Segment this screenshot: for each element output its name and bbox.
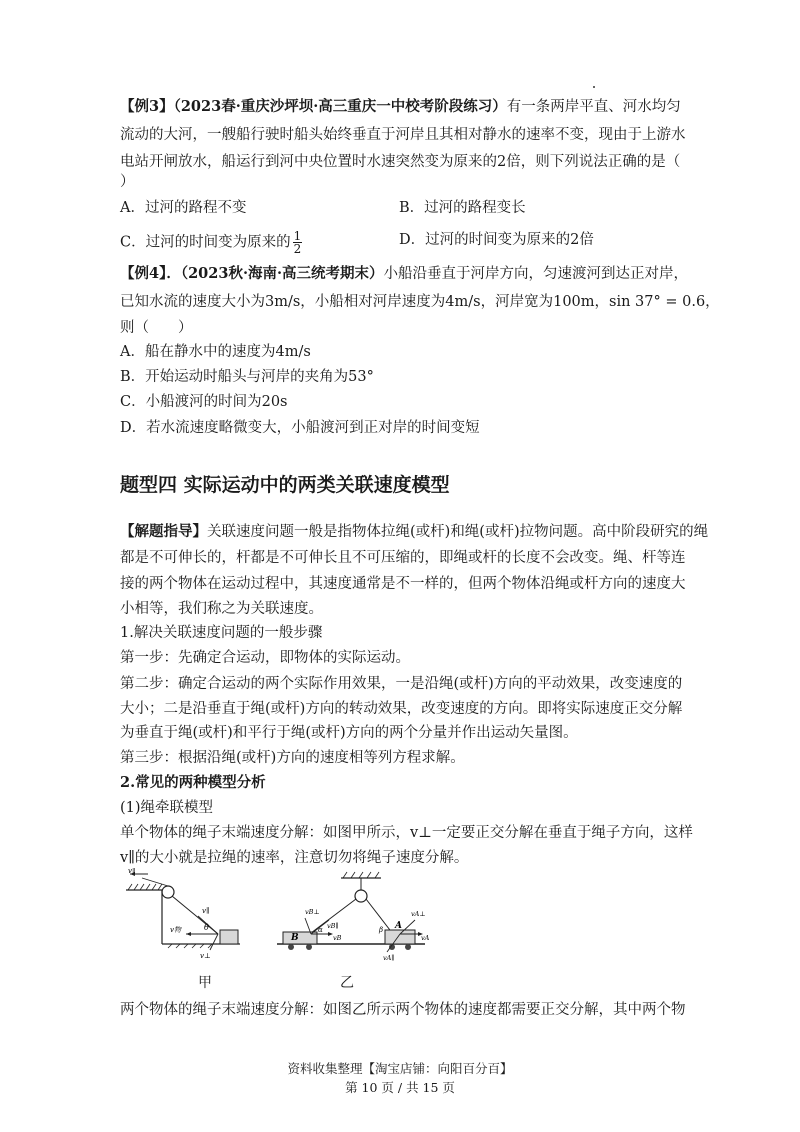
yi-alpha-label: α	[318, 926, 323, 934]
jia-v-perp-label: v⊥	[200, 952, 211, 960]
example3-option-c	[120, 230, 302, 255]
example4-text: 小船沿垂直于河岸方向，匀速渡河到达正对岸，	[383, 266, 689, 282]
figure-yi-caption: 乙	[340, 975, 354, 991]
example3-option-a: A．过河的路程不变	[120, 200, 247, 216]
single-line2: v∥的大小就是拉绳的速率，注意切勿将绳子速度分解。	[120, 850, 469, 866]
jia-v-parallel-label: v∥	[202, 907, 210, 915]
guide-line2: 都是不可伸长的，杆都是不可伸长且不可压缩的，即绳或杆的长度不会改变。绳、杆等连	[120, 550, 686, 566]
example4-option-d: D．若水流速度略微变大，小船渡河到正对岸的时间变短	[120, 420, 480, 436]
guide-tag: 【解题指导】	[120, 523, 207, 540]
yi-beta-label: β	[379, 926, 384, 934]
fraction	[293, 230, 303, 255]
step1: 第一步：先确定合运动，即物体的实际运动。	[120, 650, 410, 666]
guide-line1	[120, 522, 708, 542]
double-line1: 两个物体的绳子末端速度分解：如图乙所示两个物体的速度都需要正交分解，其中两个物	[120, 1002, 686, 1018]
guide-line3: 接的两个物体在运动过程中，其速度通常是不一样的，但两个物体沿绳或杆方向的速度大	[120, 576, 686, 592]
step2-line3: 为垂直于绳(或杆)和平行于绳(或杆)方向的两个分量并作出运动矢量图。	[120, 725, 578, 741]
yi-b-label: B	[291, 933, 299, 943]
example4-option-a: A．船在静水中的速度为4m/s	[120, 344, 311, 360]
fraction-numerator: 1	[293, 229, 302, 243]
yi-va-par-label: vA∥	[383, 954, 395, 962]
steps-title: 1.解决关联速度问题的一般步骤	[120, 625, 323, 641]
example3-line3: 电站开闸放水，船运行到河中央位置时水速突然变为原来的2倍，则下列说法正确的是（	[120, 154, 681, 170]
jia-theta-label: θ	[204, 923, 209, 932]
jia-v-object-label: v物	[170, 926, 181, 934]
example3-line4: ）	[120, 174, 135, 190]
step2-line1: 第二步：确定合运动的两个实际作用效果，一是沿绳(或杆)方向的平动效果，改变速度的	[120, 676, 683, 692]
footer-page-number: 第 10 页 / 共 15 页	[345, 1080, 455, 1095]
guide-text: 关联速度问题一般是指物体拉绳(或杆)和绳(或杆)拉物问题。高中阶段研究的绳	[207, 524, 709, 540]
section-title: 题型四 实际运动中的两类关联速度模型	[120, 474, 450, 496]
yi-vb-label: vB	[333, 934, 342, 942]
yi-va-label: vA	[421, 934, 430, 942]
example3-option-b: B．过河的路程变长	[399, 200, 526, 216]
example4-line2: 已知水流的速度大小为3m/s，小船相对河岸速度为4m/s，河岸宽为100m，sin 37° = 0.6，	[120, 294, 720, 310]
example3-line1	[120, 97, 681, 117]
example4-source: ．（2023秋·海南·高三统考期末）	[166, 265, 384, 282]
fraction-denominator: 2	[293, 242, 302, 256]
example4-line1	[120, 264, 688, 284]
footer-source: 资料收集整理【淘宝店铺：向阳百分百】	[287, 1061, 513, 1076]
example4-line3: 则（ ）	[120, 320, 193, 336]
guide-line4: 小相等，我们称之为关联速度。	[120, 601, 323, 617]
example3-source: （2023春·重庆沙坪坝·高三重庆一中校考阶段练习）	[173, 98, 507, 115]
step2-line2: 大小；二是沿垂直于绳(或杆)方向的转动效果，改变速度的方向。即将实际速度正交分解	[120, 701, 683, 717]
example3-tag: 【例3】	[120, 98, 174, 115]
example4-tag: 【例4】	[120, 265, 167, 282]
jia-v-top-label: v∥	[128, 868, 136, 875]
example4-option-b: B．开始运动时船头与河岸的夹角为53°	[120, 369, 374, 385]
yi-va-perp-label: vA⊥	[411, 910, 426, 918]
yi-vb-par-label: vB∥	[327, 922, 339, 930]
figure-jia-caption: 甲	[198, 975, 212, 991]
models-title: 2.常见的两种模型分析	[120, 774, 266, 791]
figure-yi	[275, 868, 435, 963]
model1-title: (1)绳牵联模型	[120, 800, 214, 816]
single-line1: 单个物体的绳子末端速度分解：如图甲所示，v⊥一定要正交分解在垂直于绳子方向，这样	[120, 825, 693, 841]
figure-jia	[118, 868, 248, 963]
yi-vb-perp-label: vB⊥	[305, 908, 320, 916]
example3-option-c-text: C．过河的时间变为原来的	[120, 234, 291, 251]
example3-line2: 流动的大河，一艘船行驶时船头始终垂直于河岸且其相对静水的速率不变，现由于上游水	[120, 127, 686, 143]
example4-option-c: C．小船渡河的时间为20s	[120, 394, 288, 410]
scan-dot	[593, 86, 595, 88]
example3-option-d: D．过河的时间变为原来的2倍	[399, 232, 594, 248]
yi-a-label: A	[395, 921, 402, 931]
step3: 第三步：根据沿绳(或杆)方向的速度相等列方程求解。	[120, 750, 465, 766]
example3-text: 有一条两岸平直、河水均匀	[506, 99, 681, 115]
